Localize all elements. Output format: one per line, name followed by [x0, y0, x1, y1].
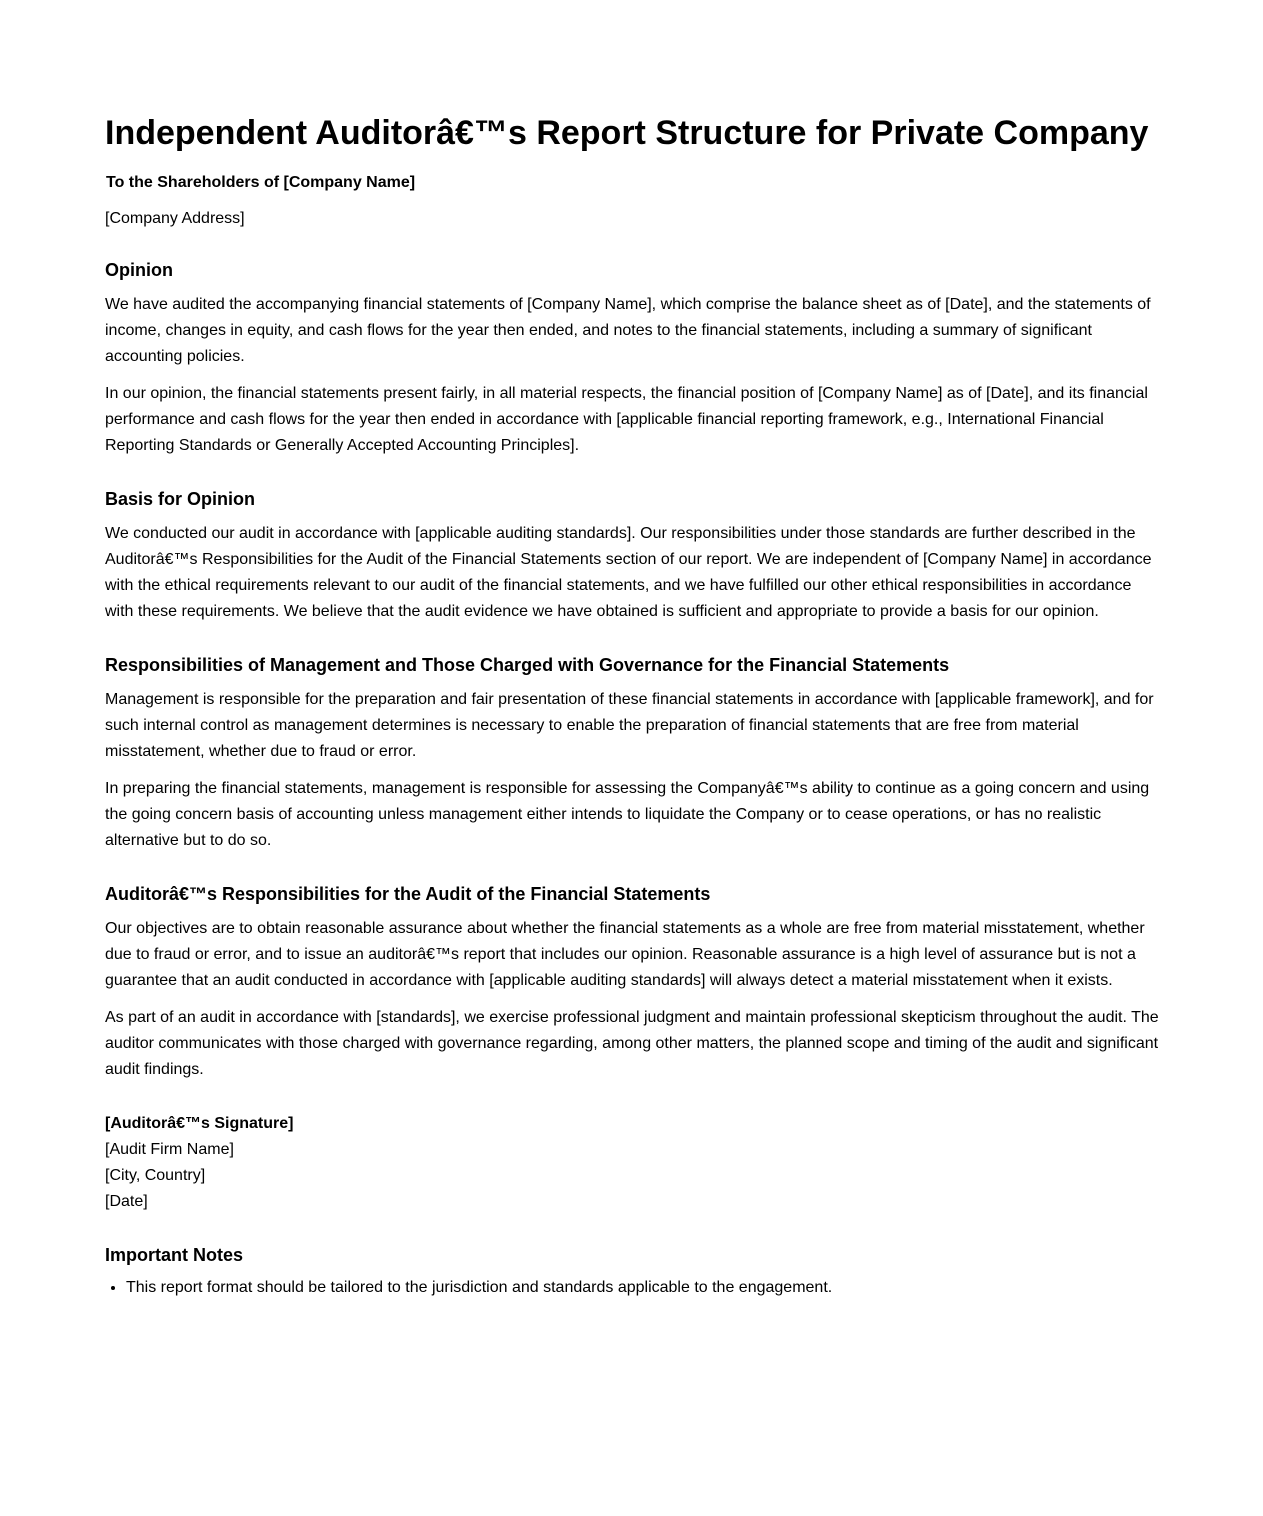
- auditor-paragraph-2: As part of an audit in accordance with [standards], we exercise professional judgment and maintain professional skepticism throughout the audit. The auditor communicates with those charged with governance regarding, among other matters, the planned scope and timing of the audit and significant audit findings.: [105, 1009, 1159, 1078]
- section-auditor-responsibilities: [105, 882, 1163, 1083]
- notes-list: [105, 1277, 1163, 1299]
- section-management-responsibilities: [105, 653, 1163, 854]
- auditor-paragraph-1: Our objectives are to obtain reasonable assurance about whether the financial statements as a whole are free from material misstatement, whether due to fraud or error, and to issue an auditorâ€™s report that includes our opinion. Reasonable assurance is a high level of assurance but is not a guarantee that an audit conducted in accordance with [applicable auditing standards] will always detect a material misstatement when it exists.: [105, 920, 1145, 989]
- section-basis-for-opinion: [105, 487, 1163, 625]
- audit-firm-name: [Audit Firm Name]: [105, 1141, 234, 1158]
- section-important-notes: [105, 1243, 1163, 1299]
- management-paragraph-1: Management is responsible for the preparation and fair presentation of these financial statements in accordance with [applicable framework], and for such internal control as management determines is necessary to enable the preparation of financial statements that are free from material misstatement, whether due to fraud or error.: [105, 691, 1154, 760]
- signature-date: [Date]: [105, 1193, 148, 1210]
- company-address: [Company Address]: [105, 210, 245, 227]
- section-heading-opinion: Opinion: [105, 260, 173, 280]
- document-title: Independent Auditorâ€™s Report Structure for Private Company: [105, 114, 1149, 152]
- section-heading-management: Responsibilities of Management and Those Charged with Governance for the Financial Statements: [105, 655, 950, 675]
- section-opinion: [105, 258, 1163, 459]
- basis-paragraph-1: We conducted our audit in accordance with [applicable auditing standards]. Our responsibilities under those standards are further described in the Auditorâ€™s Responsibilities for the Audit of the Financial Statements section of our report. We are independent of [Company Name] in accordance with the ethical requirements relevant to our audit of the financial statements, and we have fulfilled our other ethical responsibilities in accordance with these requirements. We believe that the audit evidence we have obtained is sufficient and appropriate to provide a basis for our opinion.: [105, 525, 1152, 620]
- list-item: • This report format should be tailored to the jurisdiction and standards applicable to the engagement.: [126, 1277, 1163, 1299]
- section-heading-notes: Important Notes: [105, 1245, 244, 1265]
- signature-location: [City, Country]: [105, 1167, 206, 1184]
- section-heading-basis: Basis for Opinion: [105, 489, 256, 509]
- signature-block: [105, 1111, 1163, 1215]
- addressee-line: To the Shareholders of [Company Name]: [106, 174, 416, 191]
- opinion-paragraph-1: We have audited the accompanying financial statements of [Company Name], which comprise the balance sheet as of [Date], and the statements of income, changes in equity, and cash flows for the year then ended, and notes to the financial statements, including a summary of significant accounting policies.: [105, 296, 1151, 365]
- opinion-paragraph-2: In our opinion, the financial statements present fairly, in all material respects, the financial position of [Company Name] as of [Date], and its financial performance and cash flows for the year then ended in accordance with [applicable financial reporting framework, e.g., International Financial Reporting Standards or Generally Accepted Accounting Principles].: [105, 385, 1148, 454]
- management-paragraph-2: In preparing the financial statements, management is responsible for assessing the Companyâ€™s ability to continue as a going concern and using the going concern basis of accounting unless management either intends to liquidate the Company or to cease operations, or has no realistic alternative but to do so.: [105, 780, 1150, 849]
- auditor-signature: [Auditorâ€™s Signature]: [105, 1115, 294, 1132]
- section-heading-auditor: Auditorâ€™s Responsibilities for the Audit of the Financial Statements: [105, 884, 711, 904]
